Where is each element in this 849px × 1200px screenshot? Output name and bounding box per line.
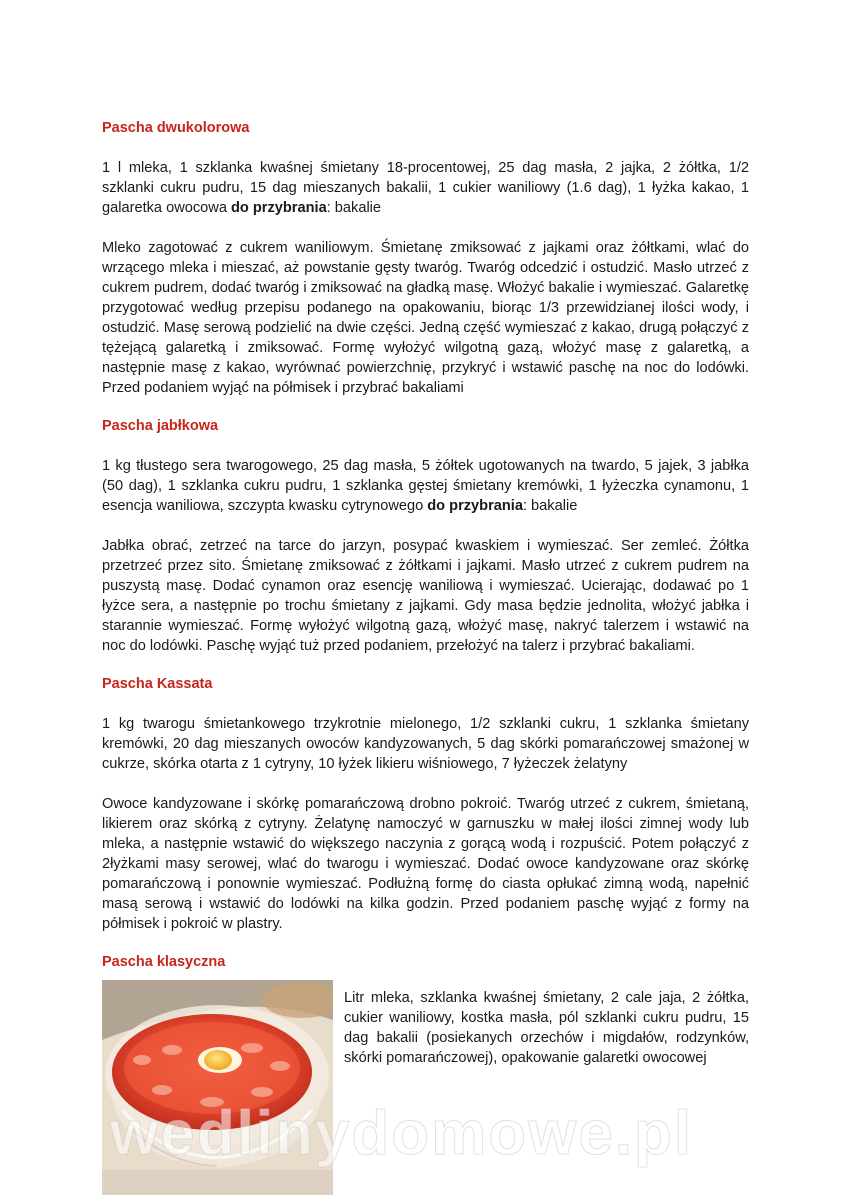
- garnish-label: do przybrania: [427, 498, 523, 514]
- recipe-page: [102, 118, 749, 1195]
- ingredients-klasyczna: Litr mleka, szklanka kwaśnej śmietany, 2 cale jaja, 2 żółtka, cukier waniliowy, kostka masła, pól szklanki cukru pudru, 15 dag bakalii (posiekanych orzechów i migdałów, rodzynków, skórki pomarańczowej), opakowanie galaretki owocowej: [344, 990, 749, 1066]
- recipe-title-kassata: Pascha Kassata: [102, 676, 213, 692]
- ingredients-text: 1 l mleka, 1 szklanka kwaśnej śmietany 18-procentowej, 25 dag masła, 2 jajka, 2 żółtka, 1/2 szklanki cukru pudru, 15 dag mieszanych bakalii, 1 cukier waniliowy (1.6 dag), 1 łyżka kakao, 1 galaretka owocowa: [102, 160, 749, 216]
- ingredients-dwukolorowa: [102, 158, 749, 218]
- recipe-title-dwukolorowa: Pascha dwukolorowa: [102, 120, 250, 136]
- garnish-text: : bakalie: [326, 200, 382, 216]
- ingredients-kassata: 1 kg twarogu śmietankowego trzykrotnie mielonego, 1/2 szklanki cukru, 1 szklanka śmietany kremówki, 20 dag mieszanych owoców kandyzowanych, 5 dag skórki pomarańczowej smażonej w cukrze, skórka otarta z 1 cytryny, 10 łyżek likieru wiśniowego, 7 łyżeczek żelatyny: [102, 716, 749, 772]
- garnish-text: : bakalie: [522, 498, 578, 514]
- garnish-label: do przybrania: [231, 200, 327, 216]
- ingredients-text: 1 kg tłustego sera twarogowego, 25 dag masła, 5 żółtek ugotowanych na twardo, 5 jajek, 3 jabłka (50 dag), 1 szklanka cukru pudru, 1 szklanka gęstej śmietany kremówki, 1 łyżeczka cynamonu, 1 esencja waniliowa, szczypta kwasku cytrynowego: [102, 458, 749, 514]
- recipe-title-klasyczna: Pascha klasyczna: [102, 954, 226, 970]
- ingredients-jablkowa: [102, 456, 749, 516]
- site-watermark: wedlinydomowe.pl: [110, 1099, 694, 1168]
- recipe-title-jablkowa: Pascha jabłkowa: [102, 418, 219, 434]
- method-jablkowa: Jabłka obrać, zetrzeć na tarce do jarzyn, posypać kwaskiem i wymieszać. Ser zemleć. Żółtka przetrzeć przez sito. Śmietanę zmiksować z żółtkami i jajkami. Masło utrzeć z cukrem pudrem na puszystą masę. Dodać cynamon oraz esencję waniliową i wymieszać. Ucierając, dodawać po 1 łyżce sera, a następnie po trochu śmietany z jajkami. Gdy masa będzie jednolita, włożyć jabłka i starannie wymieszać. Formę wyłożyć wilgotną gazą, włożyć masę, nakryć talerzem i wstawić na noc do lodówki. Paschę wyjąć tuż przed podaniem, przełożyć na talerz i przybrać bakaliami.: [102, 538, 749, 654]
- method-kassata: Owoce kandyzowane i skórkę pomarańczową drobno pokroić. Twaróg utrzeć z cukrem, śmietaną, likierem oraz skórką z cytryny. Żelatynę namoczyć w garnuszku w małej ilości zimnej wody lub mleka, a następnie wstawić do większego naczynia z gorącą wodą i rozpuścić. Potem połączyć z 2łyżkami masy serowej, wlać do twarogu i wymieszać. Dodać owoce kandyzowane oraz skórkę pomarańczową i ponownie wymieszać. Podłużną formę do ciasta opłukać zimną wodą, napełnić masą serową i wstawić do lodówki na kilka godzin. Przed podaniem paschę wyjąć z formy na półmisek i pokroić w plastry.: [102, 796, 749, 932]
- method-dwukolorowa: Mleko zagotować z cukrem waniliowym. Śmietanę zmiksować z jajkami oraz żółtkami, wlać do wrzącego mleka i mieszać, aż powstanie gęsty twaróg. Twaróg odcedzić i ostudzić. Masło utrzeć z cukrem pudrem, dodać twaróg i zmiksować na gładką masę. Włożyć bakalie i wymieszać. Galaretkę przygotować według przepisu podanego na opakowaniu, biorąc 1/3 przewidzianej ilości wody, i ostudzić. Masę serową podzielić na dwie części. Jedną część wymieszać z kakao, drugą połączyć z tężejącą galaretką i zmiksować. Formę wyłożyć wilgotną gazą, włożyć masę z galaretką, a następnie masę z kakao, wyrównać powierzchnię, przykryć i wstawić paschę na noc do lodówki. Przed podaniem wyjąć na półmisek i przybrać bakaliami: [102, 240, 749, 396]
